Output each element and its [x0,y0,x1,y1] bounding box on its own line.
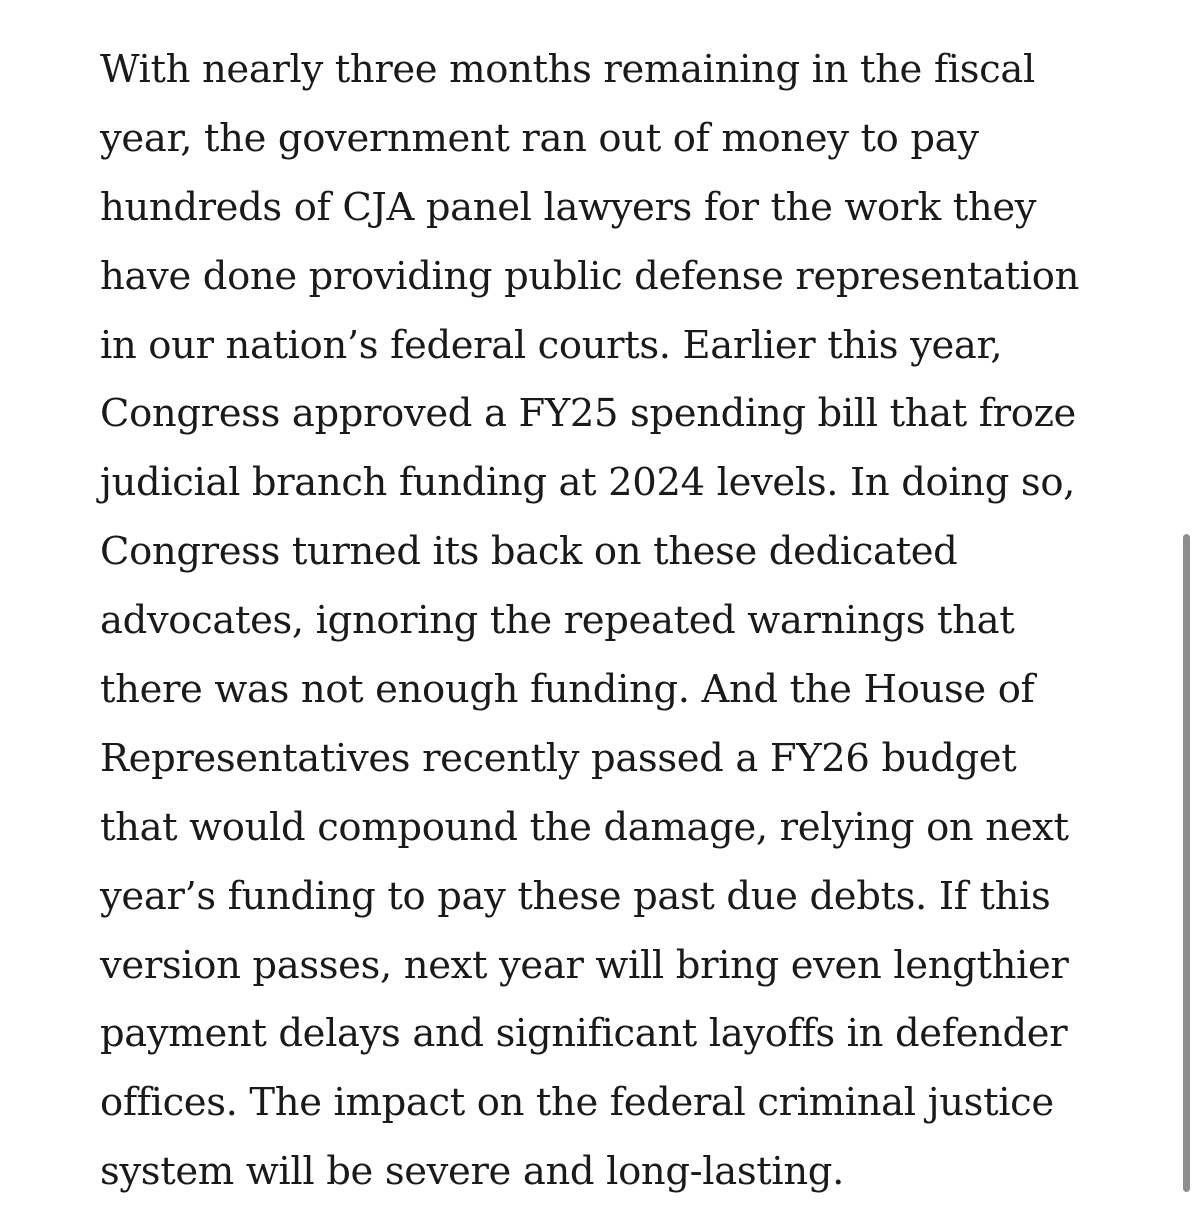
vertical-scrollbar[interactable] [1183,534,1190,1192]
article-line: year, the government ran out of money to pay [100,115,979,161]
article-line: payment delays and significant layoffs in defender [100,1011,1068,1057]
article-line: have done providing public defense representation [100,253,1080,299]
article-line: advocates, ignoring the repeated warnings that [100,598,1015,644]
article-line: there was not enough funding. And the House of [100,667,1035,713]
article-line: in our nation’s federal courts. Earlier this year, [100,322,1003,368]
article-body [100,36,1110,1207]
article-line: Congress approved a FY25 spending bill that froze [100,391,1076,437]
article-line: offices. The impact on the federal criminal justice [100,1080,1054,1126]
article-line: year’s funding to pay these past due debts. If this [100,873,1051,919]
article-line: judicial branch funding at 2024 levels. In doing so, [100,460,1076,506]
article-line: Representatives recently passed a FY26 budget [100,735,1017,781]
article-line: system will be severe and long-lasting. [100,1149,844,1195]
article-line: With nearly three months remaining in the fiscal [100,47,1035,92]
article-line: Congress turned its back on these dedicated [100,529,958,575]
article-line: that would compound the damage, relying on next [100,804,1069,850]
article-line: version passes, next year will bring even lengthier [100,942,1069,988]
article-line: hundreds of CJA panel lawyers for the work they [100,184,1037,230]
